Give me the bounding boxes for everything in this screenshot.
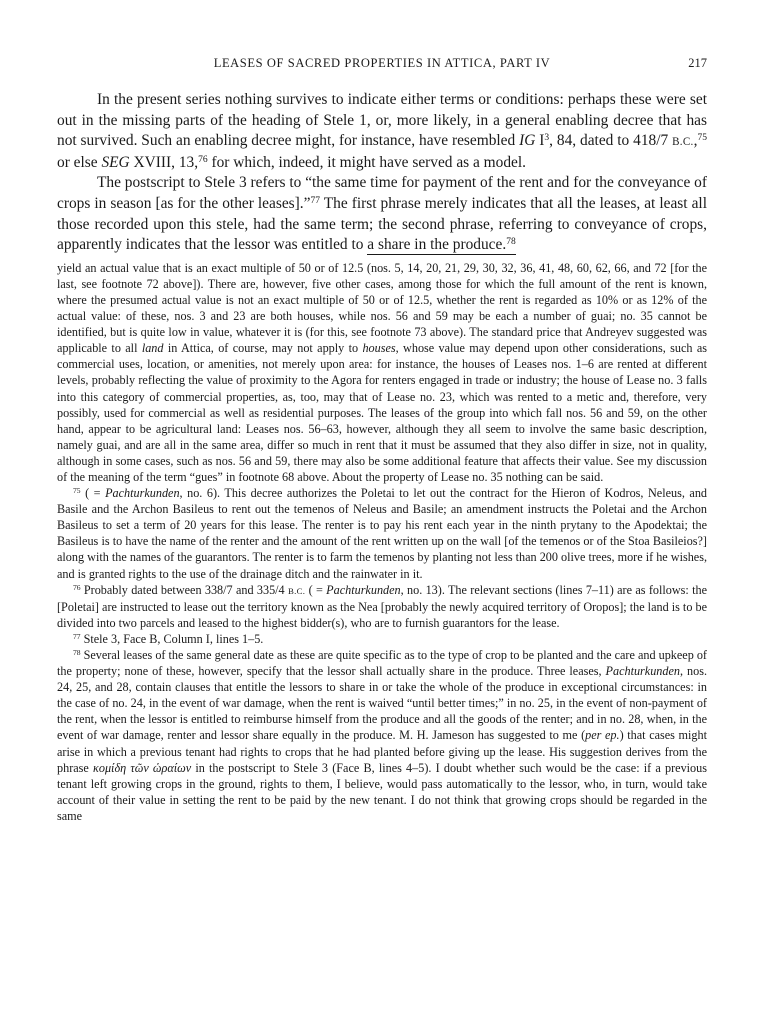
last-line (367, 236, 515, 255)
text-run: Several leases of the same general date as these are quite specific as to the type of crop to be planted and the care and upkeep of the property; none of these, however, specify that the lessor shall actually share in the produce. Three leases, (57, 648, 707, 679)
text-run: , nos. 24, 25, and 28, contain clauses that entitle the lessors to share in or take the whole of the produce in exceptional circumstances: in the case of no. 24, in the event of war damage, when the rent is waived “until better times;” in no. 25, in the event of non-payment of the rent, when the lessor is entitled to reimburse himself from the produce and all the goods of the renter; and in no. 28, when, in the event of war damage, renter and lessor share equally in the produce. M. H. Jameson has suggested to me ( (57, 664, 707, 743)
footnote-ref-75[interactable]: 75 (697, 131, 707, 143)
text-run: The first phrase merely indicates that all the leases, at least all those recorded upon this stele, had the same term; the second phrase, referring to conveyance of crops, apparently indicates that the lessor was entitled to (57, 194, 707, 254)
footnote-ref-76[interactable]: 76 (198, 153, 208, 165)
paragraph-2 (57, 173, 707, 255)
footnote-number: 77 (73, 631, 81, 641)
text-run: in Attica, of course, may not apply to (163, 341, 363, 356)
era-abbr: B.C. (287, 585, 306, 596)
superscript: 3 (544, 131, 550, 143)
text-run: , whose value may depend upon other considerations, such as commercial uses, location, or amenities, not merely upon area: for instance, the houses of Leases nos. 1–6 are rented at different levels, probably reflecting the value of proximity to the Agora for renters engaged in trade or industry; the house of Lease no. 3 falls into this category of commercial properties, as, too, may that of Lease no. 23, which was rented to a metic and, therefore, very possibly, used for commercial as well as residential purposes. The leases of the group into which fall nos. 56 and 59, on the other hand, appear to be agricultural land: Leases nos. 56–63, however, although they all seem to involve the same basic description, namely guai, and are all in the same area, differ so much in rent that it must be assumed that they also differ in size, not in quality, although in some cases, such as nos. 56 and 59, there may also be some additional feature that affects their value. See my discussion of the meaning of the term “gues” in footnote 68 above. About the property of Lease no. 35 nothing can be said. (57, 341, 707, 484)
footnote-number: 76 (73, 582, 81, 592)
italic-run: Pachturkunden (326, 582, 401, 597)
footnote-75 (57, 485, 707, 582)
era-abbr: B.C. (672, 136, 694, 149)
greek-phrase: κομίδη τῶν ὡραίων (93, 760, 192, 775)
italic-run: land (141, 341, 164, 356)
text-run: I (535, 132, 545, 150)
text-run: ) that cases might arise in which a previous tenant had rights to crops that he had planted before giving up the lease. His suggestion derives from the phrase (57, 728, 707, 775)
footnote-number: 78 (73, 647, 81, 657)
text-run: , 84, dated to 418/7 (549, 132, 673, 150)
text-run: Probably dated between 338/7 and 335/4 (80, 582, 288, 597)
footnote-continuation (57, 260, 707, 485)
page-number: 217 (688, 56, 707, 70)
footnote-ref-77[interactable]: 77 (310, 194, 320, 206)
text-run: Stele 3, Face B, Column I, lines 1–5. (80, 631, 264, 646)
text-run: , no. 6). This decree authorizes the Poletai to let out the contract for the Hieron of Kodros, Neleus, and Basile and the Archon Basileus to rent out the temenos of Neleus and Basile; an amendment instructs the Poletai and the Archon Basileus to set a term of 20 years for this lease. The renter is to pay his rent each year in the ninth prytany to the Apodektai; the Basileus is to have the name of the renter and the amount of the rent written up on the wall [of the temenos or of the Stoa Basileios?] along with the names of the guarantors. The renter is to farm the temenos by planting not less than 200 olive trees, more if he wishes, and is granted rights to the use of the drainage ditch and the rainwater in it. (57, 486, 708, 581)
italic-run: houses (362, 341, 396, 356)
running-head (57, 56, 707, 76)
abbr-ig: IG (519, 132, 536, 150)
abbr-seg: SEG (101, 153, 130, 171)
text-run: The postscript to Stele 3 refers to “the same time for payment of the rent and for the conveyance of crops in season [as for the other leases].” (57, 174, 707, 212)
paragraph-1 (57, 90, 707, 173)
footnote-ref-78[interactable]: 78 (506, 235, 516, 247)
footnote-78 (57, 647, 707, 824)
main-text (57, 90, 707, 256)
text-run: for which, indeed, it might have served as a model. (207, 153, 527, 171)
text-run: in the postscript to Stele 3 (Face B, lines 4–5). I doubt whether such would be the case: if a previous tenant left growing crops in the ground, rights to them, I believe, would pass automatically to the lessor, who, in turn, would take account of their value in setting the rent to be paid by the new tenant. I do not think that growing crops should be regarded in the same (57, 760, 707, 823)
text-run: a share in the produce. (367, 236, 507, 254)
running-title: LEASES OF SACRED PROPERTIES IN ATTICA, PART IV (213, 56, 551, 70)
footnotes (57, 260, 707, 824)
footnote-number: 75 (73, 485, 81, 495)
text-run: In the present series nothing survives to indicate either terms or conditions: perhaps these were set out in the missing parts of the heading of Stele 1, or, more likely, in a general enabling decree that has not survived. Such an enabling decree might, for instance, have resembled (57, 91, 707, 150)
text-run: , no. 13). The relevant sections (lines 7–11) are as follows: the [Poletai] are instructed to lease out the territory known as the Nea [probably the newly acquired territory of Oropos]; the land is to be divided into two parcels and leased to the highest bidder(s), who are to furnish guarantors for the lease. (57, 582, 707, 630)
italic-run: per ep. (585, 728, 620, 743)
footnote-77 (57, 631, 707, 647)
italic-run: Pachturkunden (605, 664, 680, 679)
text-run: ( = (305, 582, 327, 597)
text-run: or else (57, 153, 102, 171)
page (57, 56, 707, 824)
text-run: , (693, 132, 698, 150)
text-run: ( = (80, 486, 106, 501)
text-run: XVIII, 13, (129, 153, 199, 171)
text-run: yield an actual value that is an exact multiple of 50 or of 12.5 (nos. 5, 14, 20, 21, 29, 30, 32, 36, 41, 48, 60, 62, 66, and 72 [for the last, see footnote 72 above]). There are, however, five other cases, among those for which the full amount of the rent is known, where the presumed actual value is not an exact multiple of 50 or of 12.5, whether the rent is regarded as 10% or as 12% of the actual value: of these, nos. 3 and 23 are both houses, while nos. 56 and 59 may be each a number of guai; no. 35 cannot be identified, but is quite low in value, whatever it is (for this, see footnote 73 above). The standard price that Andreyev suggested was applicable to all (57, 260, 707, 356)
footnote-76 (57, 582, 707, 631)
italic-run: Pachturkunden (105, 486, 180, 501)
